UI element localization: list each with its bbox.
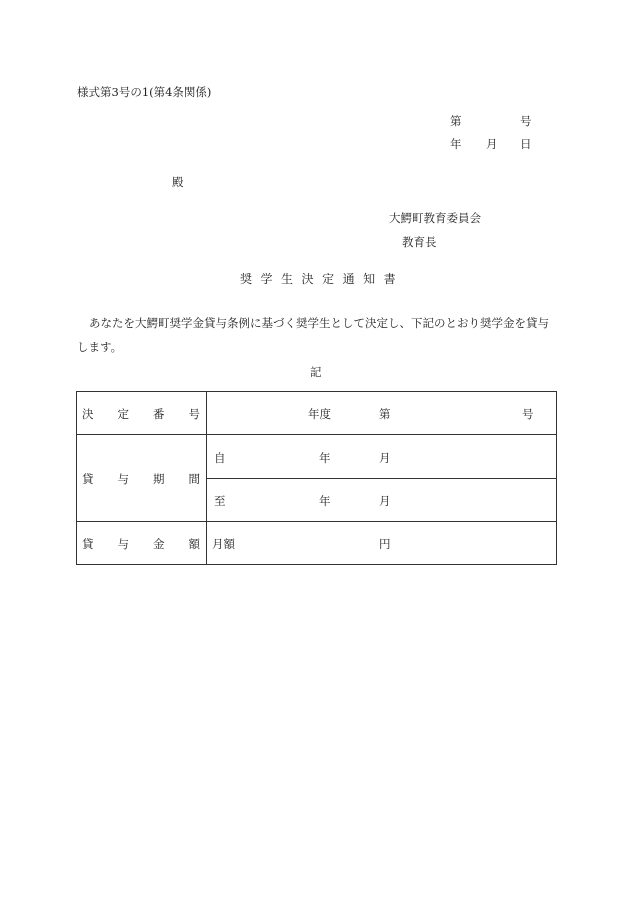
- title-char: 書: [383, 272, 405, 286]
- title-char: 知: [363, 272, 384, 286]
- date-month: 月: [486, 137, 498, 151]
- decision-number-label: 決 定 番 号: [82, 407, 200, 421]
- date-year: 年: [450, 137, 462, 151]
- period-from-prefix: 自: [214, 451, 226, 465]
- body-text: あなたを大鰐町奨学金貸与条例に基づく奨学生として決定し、下記のとおり奨学金を貸与します。: [77, 316, 549, 354]
- issuer-title: 教育長: [402, 235, 437, 249]
- decision-go: 号: [522, 407, 534, 421]
- date-day: 日: [520, 137, 532, 151]
- title-char: 通: [342, 272, 364, 286]
- table-row-divider: [76, 434, 557, 435]
- title-char: 学: [260, 272, 282, 286]
- period-to-prefix: 至: [214, 494, 226, 508]
- period-from-month: 月: [379, 451, 391, 465]
- title-char: 生: [281, 272, 302, 286]
- decision-nendo: 年度: [308, 407, 331, 421]
- table-row-divider: [76, 521, 557, 522]
- title-char: 決: [301, 272, 323, 286]
- amount-monthly-prefix: 月額: [212, 537, 235, 551]
- document-title: [240, 270, 404, 287]
- form-identifier: 様式第3号の1(第4条関係): [77, 85, 212, 99]
- title-char: 奨: [240, 272, 261, 286]
- table-row-divider: [206, 478, 557, 479]
- amount-unit: 円: [379, 537, 391, 551]
- loan-amount-label: 貸 与 金 額: [82, 537, 200, 551]
- loan-period-label: 貸 与 期 間: [82, 472, 200, 486]
- decision-dai: 第: [379, 407, 391, 421]
- table-border-left: [76, 391, 77, 565]
- title-char: 定: [322, 272, 343, 286]
- period-from-year: 年: [319, 451, 331, 465]
- addressee-honorific: 殿: [172, 175, 184, 189]
- ki-heading: 記: [310, 365, 322, 379]
- details-table: [76, 391, 557, 565]
- reference-go: 号: [520, 114, 532, 128]
- period-to-year: 年: [319, 494, 331, 508]
- reference-dai: 第: [450, 114, 462, 128]
- period-to-month: 月: [379, 494, 391, 508]
- issuer-organization: 大鰐町教育委員会: [389, 211, 481, 225]
- table-border-bottom: [76, 564, 557, 565]
- table-border-top: [76, 391, 557, 392]
